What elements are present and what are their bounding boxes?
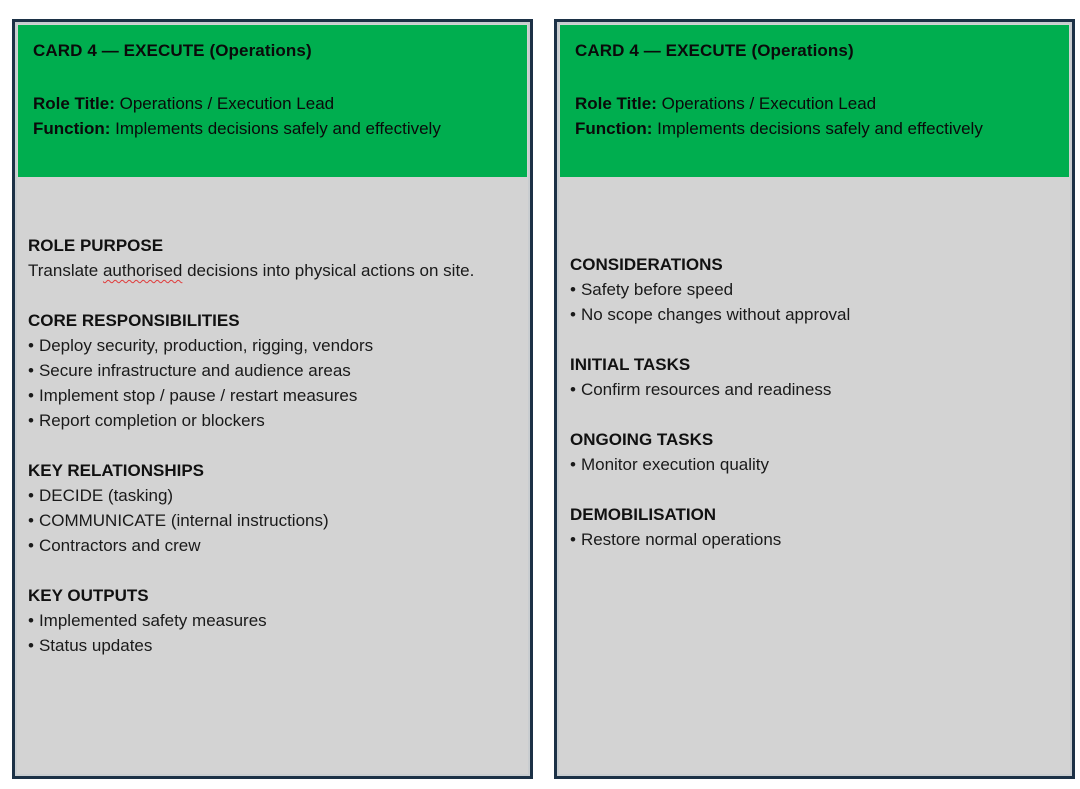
list-item: • DECIDE (tasking) (28, 483, 520, 508)
function-value: Implements decisions safely and effectively (652, 119, 983, 138)
section-heading: KEY RELATIONSHIPS (28, 461, 205, 480)
considerations-list (570, 277, 1062, 327)
function-label: Function: (575, 119, 653, 138)
section-key-outputs (28, 583, 520, 658)
role-card-front (12, 19, 533, 779)
card-body (28, 233, 520, 683)
section-heading: KEY OUTPUTS (28, 586, 149, 605)
section-heading: DEMOBILISATION (570, 505, 717, 524)
section-initial-tasks (570, 352, 1062, 402)
initial-tasks-list (570, 377, 1062, 402)
function-line (575, 116, 1015, 141)
function-line (33, 116, 473, 141)
role-title-line (33, 91, 473, 116)
card-header (560, 25, 1069, 177)
demobilisation-list (570, 527, 1062, 552)
section-core-responsibilities (28, 308, 520, 433)
role-title-value: Operations / Execution Lead (656, 94, 877, 113)
list-item: • Implement stop / pause / restart measures (28, 383, 520, 408)
section-role-purpose (28, 233, 520, 283)
section-heading: CORE RESPONSIBILITIES (28, 311, 240, 330)
card-header (18, 25, 527, 177)
responsibilities-list (28, 333, 520, 433)
role-title-label: Role Title: (33, 94, 115, 113)
relationships-list (28, 483, 520, 558)
list-item: • Status updates (28, 633, 520, 658)
role-card-back (554, 19, 1075, 779)
list-item: • COMMUNICATE (internal instructions) (28, 508, 520, 533)
spellcheck-flagged-word[interactable]: authorised (102, 261, 183, 280)
ongoing-tasks-list (570, 452, 1062, 477)
role-purpose-text (28, 258, 520, 283)
list-item: • Deploy security, production, rigging, vendors (28, 333, 520, 358)
role-title-line (575, 91, 1015, 116)
list-item: • Monitor execution quality (570, 452, 1062, 477)
list-item: • Safety before speed (570, 277, 1062, 302)
section-ongoing-tasks (570, 427, 1062, 477)
outputs-list (28, 608, 520, 658)
list-item: • Secure infrastructure and audience areas (28, 358, 520, 383)
function-value: Implements decisions safely and effectively (110, 119, 441, 138)
list-item: • Implemented safety measures (28, 608, 520, 633)
section-heading: INITIAL TASKS (570, 355, 691, 374)
purpose-text-part: decisions into physical actions on site. (182, 261, 475, 280)
role-title-value: Operations / Execution Lead (114, 94, 335, 113)
section-demobilisation (570, 502, 1062, 552)
list-item: • Contractors and crew (28, 533, 520, 558)
list-item: • No scope changes without approval (570, 302, 1062, 327)
card-title: CARD 4 — EXECUTE (Operations) (33, 41, 312, 60)
purpose-text-part: Translate (28, 261, 103, 280)
section-heading: ROLE PURPOSE (28, 236, 164, 255)
section-heading: ONGOING TASKS (570, 430, 714, 449)
section-key-relationships (28, 458, 520, 558)
section-heading: CONSIDERATIONS (570, 255, 723, 274)
list-item: • Restore normal operations (570, 527, 1062, 552)
section-considerations (570, 252, 1062, 327)
card-body (570, 252, 1062, 577)
function-label: Function: (33, 119, 111, 138)
card-title: CARD 4 — EXECUTE (Operations) (575, 41, 854, 60)
list-item: • Report completion or blockers (28, 408, 520, 433)
list-item: • Confirm resources and readiness (570, 377, 1062, 402)
role-title-label: Role Title: (575, 94, 657, 113)
